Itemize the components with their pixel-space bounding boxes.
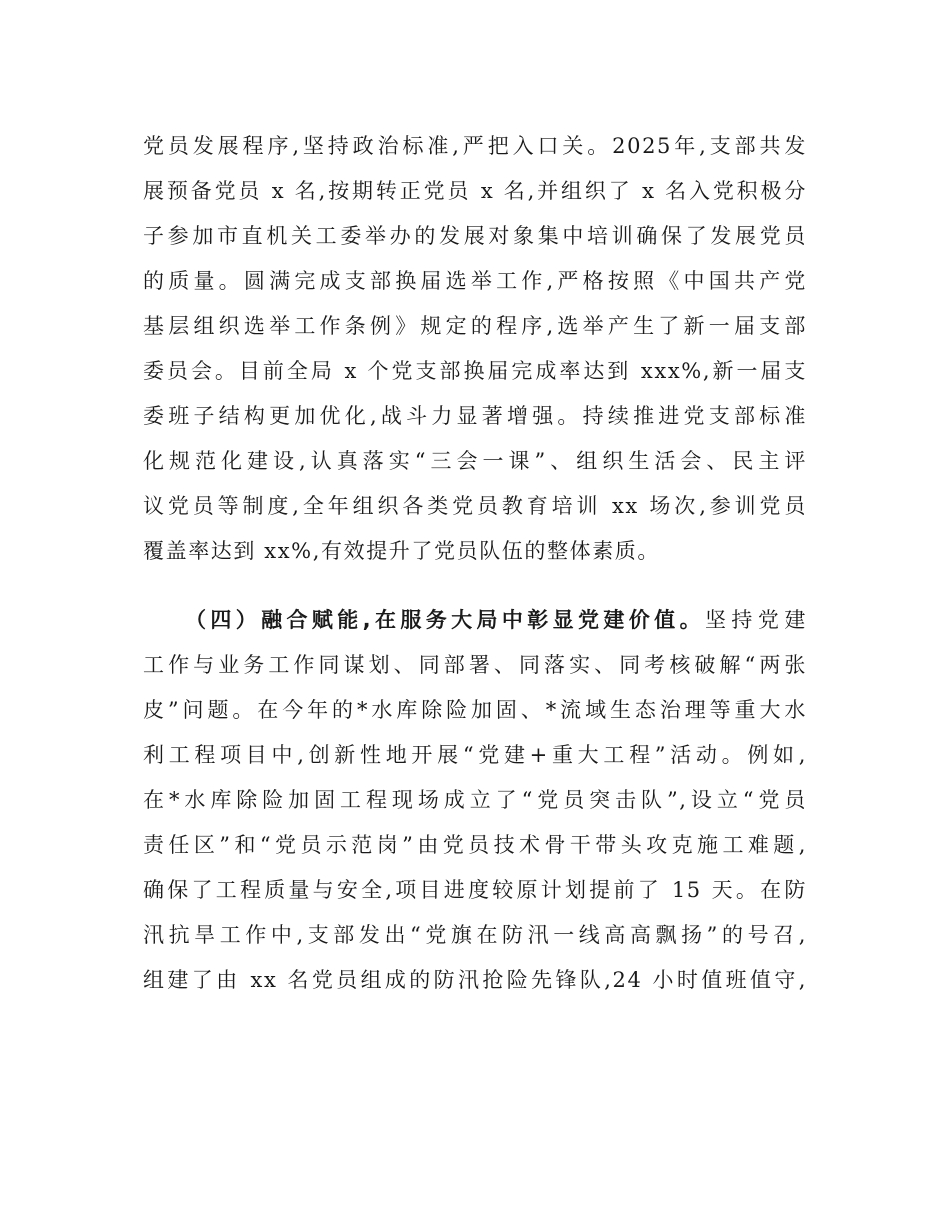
text-line: 组建了由 xx 名党员组成的防汛抢险先锋队,24 小时值班值守, — [143, 968, 807, 992]
text-line: 议党员等制度,全年组织各类党员教育培训 xx 场次,参训党员 — [143, 494, 807, 518]
text-line: 汛抗旱工作中,支部发出“党旗在防汛一线高高飘扬”的号召, — [143, 923, 807, 947]
text-line: 的质量。圆满完成支部换届选举工作,严格按照《中国共产党 — [143, 269, 807, 293]
text-line: 覆盖率达到 xx%,有效提升了党员队伍的整体素质。 — [143, 539, 660, 563]
section-heading: （四）融合赋能,在服务大局中彰显党建价值。 — [185, 608, 705, 632]
text-line: 化规范化建设,认真落实“三会一课”、组织生活会、民主评 — [143, 449, 807, 473]
section-heading-line — [143, 598, 807, 643]
text-line: 确保了工程质量与安全,项目进度较原计划提前了 15 天。在防 — [143, 878, 807, 902]
paragraph-party-member-development — [143, 124, 807, 574]
text-line: 子参加市直机关工委举办的发展对象集中培训确保了发展党员 — [143, 224, 807, 248]
text-line: 委班子结构更加优化,战斗力显著增强。持续推进党支部标准 — [143, 404, 807, 428]
text-line: 展预备党员 x 名,按期转正党员 x 名,并组织了 x 名入党积极分 — [143, 179, 807, 203]
heading-continuation-text: 坚持党建 — [704, 608, 807, 632]
text-line: 利工程项目中,创新性地开展“党建+重大工程”活动。例如, — [143, 743, 807, 767]
text-line: 皮”问题。在今年的*水库除险加固、*流域生态治理等重大水 — [143, 698, 807, 722]
paragraph-integration-empowerment — [143, 598, 807, 1003]
paragraph-spacer — [143, 574, 807, 598]
text-line: 责任区”和“党员示范岗”由党员技术骨干带头攻克施工难题, — [143, 833, 807, 857]
text-line: 委员会。目前全局 x 个党支部换届完成率达到 xxx%,新一届支 — [143, 359, 807, 383]
text-line: 工作与业务工作同谋划、同部署、同落实、同考核破解“两张 — [143, 653, 807, 677]
document-page — [143, 124, 807, 1003]
text-line: 基层组织选举工作条例》规定的程序,选举产生了新一届支部 — [143, 314, 807, 338]
text-line: 党员发展程序,坚持政治标准,严把入口关。2025年,支部共发 — [143, 134, 807, 158]
text-line: 在*水库除险加固工程现场成立了“党员突击队”,设立“党员 — [143, 788, 807, 812]
